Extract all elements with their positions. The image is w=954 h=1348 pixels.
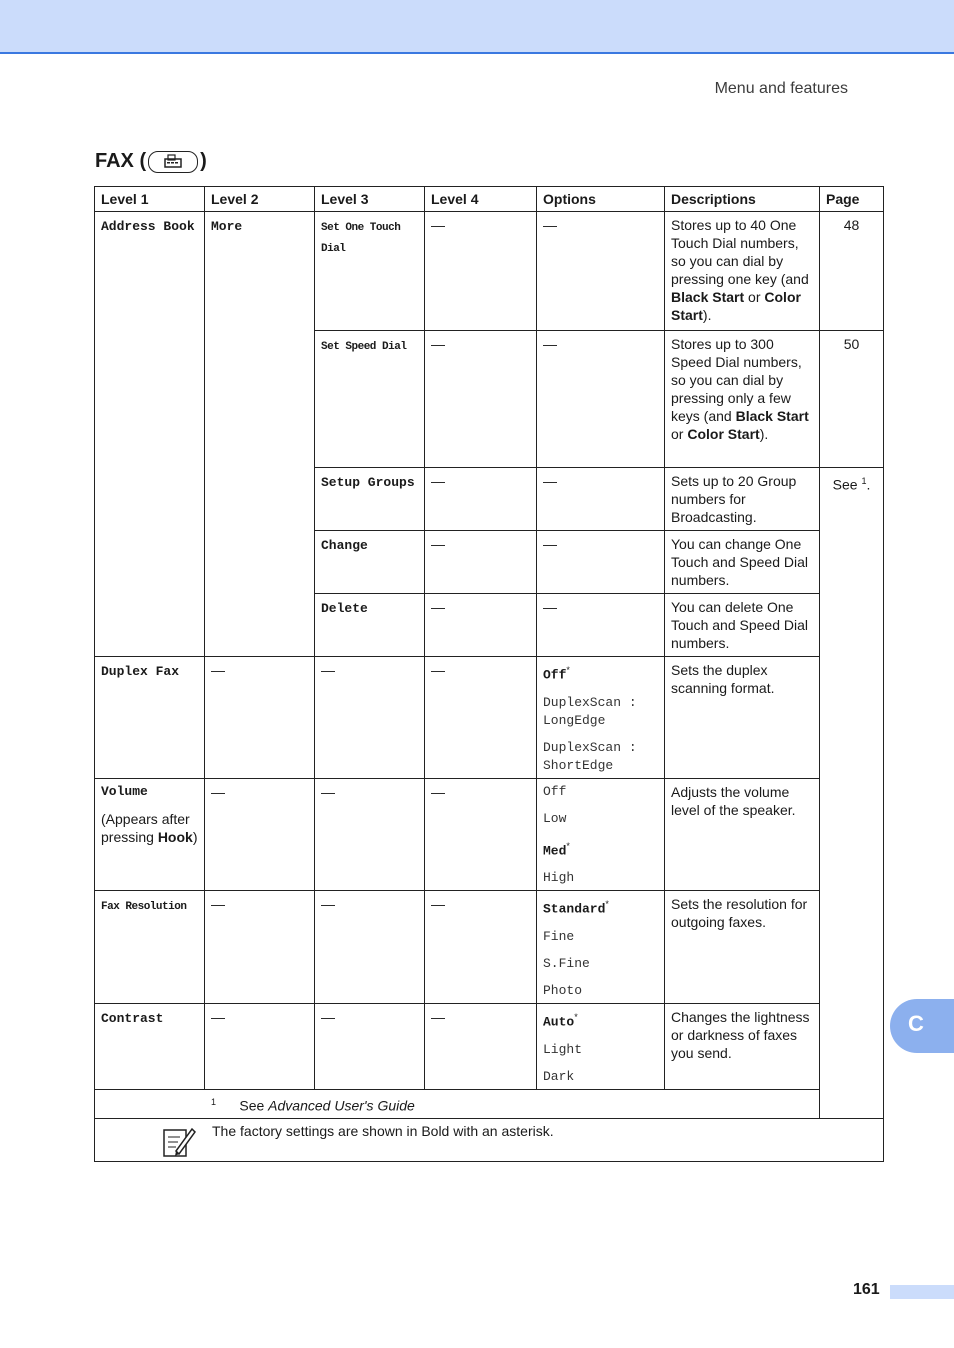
level1-cell: Address Book bbox=[95, 212, 205, 657]
col-header: Level 3 bbox=[315, 187, 425, 212]
options-cell: — bbox=[537, 331, 665, 468]
options-cell: Standard* Fine S.Fine Photo bbox=[537, 891, 665, 1004]
level1-cell: Fax Resolution bbox=[95, 891, 205, 1004]
options-cell: — bbox=[537, 468, 665, 531]
title-prefix: FAX ( bbox=[95, 150, 147, 172]
options-cell: Auto* Light Dark bbox=[537, 1003, 665, 1089]
page-cell: See $^1$. bbox=[820, 468, 884, 1119]
table-row bbox=[95, 657, 884, 779]
level3-cell: Setup Groups bbox=[315, 468, 425, 531]
col-header: Page bbox=[820, 187, 884, 212]
table-row bbox=[95, 891, 884, 1004]
level2-cell: — bbox=[205, 1003, 315, 1089]
level2-cell: — bbox=[205, 657, 315, 779]
col-header: Options bbox=[537, 187, 665, 212]
level4-cell: — bbox=[425, 1003, 537, 1089]
description-cell: Sets the resolution for outgoing faxes. bbox=[665, 891, 820, 1004]
level4-cell: — bbox=[425, 331, 537, 468]
chapter-tab: C bbox=[890, 999, 954, 1053]
table-header-row bbox=[95, 187, 884, 212]
options-cell: — bbox=[537, 531, 665, 594]
running-header: Menu and features bbox=[714, 80, 848, 97]
options-cell: — bbox=[537, 594, 665, 657]
table-row bbox=[95, 212, 884, 331]
description-cell: You can change One Touch and Speed Dial numbers. bbox=[665, 531, 820, 594]
options-cell: — bbox=[537, 212, 665, 331]
page-number: 161 bbox=[853, 1281, 880, 1298]
description-cell: Stores up to 300 Speed Dial numbers, so you can dial by pressing only a few keys (and Black Start or Color Start). bbox=[665, 331, 820, 468]
level4-cell: — bbox=[425, 531, 537, 594]
description-cell: Changes the lightness or darkness of faxes you send. bbox=[665, 1003, 820, 1089]
page-cell: 50 bbox=[820, 331, 884, 468]
page-cell: 48 bbox=[820, 212, 884, 331]
level3-cell: Set One Touch Dial bbox=[315, 212, 425, 331]
level2-cell: — bbox=[205, 891, 315, 1004]
level2-cell: — bbox=[205, 778, 315, 891]
level1-cell: Contrast bbox=[95, 1003, 205, 1089]
title-suffix: ) bbox=[200, 150, 207, 172]
options-cell: Off Low Med* High bbox=[537, 778, 665, 891]
level2-cell: More bbox=[205, 212, 315, 657]
footnote: $^1$ See Advanced User's Guide bbox=[95, 1089, 884, 1118]
level4-cell: — bbox=[425, 657, 537, 779]
footnote-row bbox=[95, 1089, 884, 1118]
level3-cell: — bbox=[315, 891, 425, 1004]
level3-cell: — bbox=[315, 1003, 425, 1089]
level4-cell: — bbox=[425, 212, 537, 331]
col-header: Level 4 bbox=[425, 187, 537, 212]
level3-cell: Set Speed Dial bbox=[315, 331, 425, 468]
description-cell: Stores up to 40 One Touch Dial numbers, so you can dial by pressing one key (and Black Start or Color Start). bbox=[665, 212, 820, 331]
table-row bbox=[95, 778, 884, 891]
level1-cell: Volume (Appears after pressing Hook) bbox=[95, 778, 205, 891]
level3-cell: Change bbox=[315, 531, 425, 594]
fax-menu-table bbox=[94, 186, 884, 1162]
col-header: Level 2 bbox=[205, 187, 315, 212]
level4-cell: — bbox=[425, 891, 537, 1004]
page-bar bbox=[890, 1285, 954, 1299]
level1-cell: Duplex Fax bbox=[95, 657, 205, 779]
level3-cell: — bbox=[315, 778, 425, 891]
description-cell: Sets the duplex scanning format. bbox=[665, 657, 820, 779]
description-cell: Sets up to 20 Group numbers for Broadcasting. bbox=[665, 468, 820, 531]
note-pencil-icon bbox=[161, 1124, 197, 1158]
fax-key-icon bbox=[148, 151, 198, 173]
level4-cell: — bbox=[425, 594, 537, 657]
note-row bbox=[95, 1118, 884, 1161]
col-header: Level 1 bbox=[95, 187, 205, 212]
level4-cell: — bbox=[425, 468, 537, 531]
note-text: The factory settings are shown in Bold with an asterisk. bbox=[212, 1122, 554, 1139]
top-band bbox=[0, 0, 954, 54]
options-cell: Off* DuplexScan : LongEdge DuplexScan : ShortEdge bbox=[537, 657, 665, 779]
table-row bbox=[95, 1003, 884, 1089]
description-cell: Adjusts the volume level of the speaker. bbox=[665, 778, 820, 891]
level3-cell: — bbox=[315, 657, 425, 779]
level3-cell: Delete bbox=[315, 594, 425, 657]
level4-cell: — bbox=[425, 778, 537, 891]
description-cell: You can delete One Touch and Speed Dial numbers. bbox=[665, 594, 820, 657]
col-header: Descriptions bbox=[665, 187, 820, 212]
section-title bbox=[95, 150, 207, 173]
